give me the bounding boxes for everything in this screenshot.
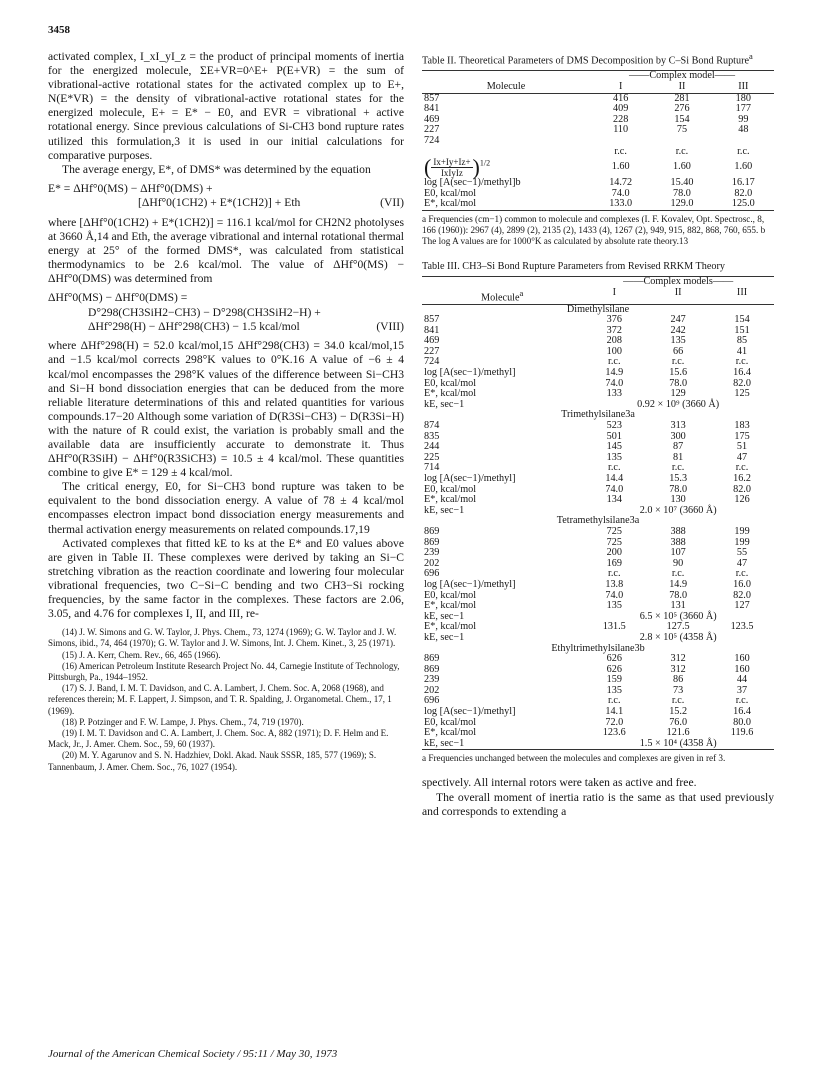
table-cell: 82.0 (733, 483, 751, 495)
table-header-row (422, 82, 774, 93)
table-row (422, 389, 774, 400)
table-caption-text: Table II. Theoretical Parameters of DMS Decomposition by C–Si Bond Rupture (422, 55, 750, 67)
table-cell: 300 (670, 430, 686, 442)
table-row (422, 538, 774, 549)
footnote: (16) American Petroleum Institute Research Project No. 44, Carnegie Institute of Technology, Pittsburgh, Pa., 1944–1952. (48, 660, 400, 683)
equation-viii (48, 291, 404, 334)
table-cell: 121.6 (666, 727, 690, 739)
table-cell: 180 (735, 92, 751, 104)
inertia-fraction (431, 157, 472, 178)
table-cell: 135 (606, 451, 622, 463)
table-cell: r.c. (608, 695, 621, 707)
table-iii (422, 276, 774, 751)
section-title: Dimethylsilane (566, 303, 630, 315)
equation-number: (VII) (380, 196, 404, 210)
col-header: II (678, 80, 686, 92)
table-cell: 47 (736, 557, 748, 569)
row-label: E*, kcal/mol (424, 600, 477, 612)
table-cell: 416 (613, 92, 629, 104)
row-label: 225 (424, 451, 440, 463)
table-cell: 126 (734, 494, 750, 506)
table-cell: 175 (734, 430, 750, 442)
table-row (422, 580, 774, 591)
table-cell: 44 (736, 674, 748, 686)
footnotes (48, 627, 404, 773)
table-cell: 200 (606, 547, 622, 559)
table-cell: 74.0 (605, 483, 624, 495)
table-cell: 409 (613, 103, 629, 115)
table-cell: 208 (606, 335, 622, 347)
row-label: E*, kcal/mol (424, 494, 477, 506)
row-label: 857 (424, 314, 440, 326)
table-cell: 131 (670, 600, 686, 612)
table-cell: 130 (670, 494, 686, 506)
table-cell: 281 (674, 92, 690, 104)
table-cell: 725 (606, 536, 622, 548)
footnote: (18) P. Potzinger and F. W. Lampe, J. Phys. Chem., 74, 719 (1970). (62, 716, 304, 727)
fraction-numerator: Ix+Iy+Iz+ (433, 157, 471, 168)
table-body (422, 93, 774, 157)
table-cell: 169 (606, 557, 622, 569)
table-row (422, 115, 774, 126)
molecule-header: Molecule (486, 80, 526, 92)
paragraph: The average energy, E*, of DMS* was determined by the equation (62, 162, 371, 176)
row-label: kE, sec−1 (424, 398, 465, 410)
table-body (422, 178, 774, 210)
table-cell: 73 (673, 684, 684, 696)
row-label: E0, kcal/mol (424, 589, 477, 601)
table-cell: 501 (606, 430, 622, 442)
paren-close: ) (472, 154, 480, 180)
table-cell: r.c. (737, 145, 750, 157)
journal-footer: Journal of the American Chemical Society / 95:11 / May 30, 1973 (48, 1048, 338, 1060)
group-header: ——Complex model—— (628, 70, 736, 82)
table-cell: 78.0 (673, 187, 691, 199)
equation-line (48, 320, 404, 334)
table-cell: 78.0 (669, 483, 688, 495)
table-row (422, 527, 774, 538)
table-cell: 127 (734, 600, 750, 612)
table-cell (713, 136, 774, 147)
table-cell: 725 (606, 525, 622, 537)
col-header: III (736, 286, 748, 298)
table-cell: 14.9 (605, 367, 624, 379)
row-label: 469 (424, 113, 440, 125)
table-row (422, 421, 774, 432)
table-cell: 16.2 (733, 473, 751, 484)
table-cell: 78.0 (669, 377, 688, 389)
table-cell: 13.8 (605, 578, 624, 590)
row-label: 869 (424, 653, 440, 665)
table-cell: 135 (670, 335, 686, 347)
equation-line (48, 196, 404, 210)
table-cell: 125 (734, 388, 750, 400)
table-cell: r.c. (614, 145, 627, 157)
table-cell: 388 (670, 525, 686, 537)
row-label: log [A(sec−1)/methyl]b (424, 177, 521, 189)
table-cell: 372 (606, 324, 622, 336)
row-label: kE, sec−1 (424, 610, 465, 622)
header-footnote-mark: a (519, 287, 524, 298)
row-label: E*, kcal/mol (424, 727, 477, 739)
table-cell: r.c. (671, 568, 685, 580)
paren-open: ( (424, 154, 432, 180)
row-label: 841 (424, 324, 440, 336)
table-cell: 48 (738, 124, 749, 136)
table-cell: 312 (670, 653, 686, 665)
row-label: log [A(sec−1)/methyl] (424, 706, 516, 718)
row-label: kE, sec−1 (424, 504, 465, 516)
molecule-header (422, 288, 582, 304)
table-cell: 74.0 (611, 187, 630, 199)
row-label: 202 (424, 557, 440, 569)
table-cell: 16.4 (733, 706, 751, 718)
page-number: 3458 (48, 24, 70, 36)
section-title: Trimethylsilane3a (561, 409, 635, 421)
table-cell: 523 (606, 420, 622, 432)
row-label: 244 (424, 441, 440, 453)
table-cell: 242 (670, 324, 686, 336)
paragraph: spectively. All internal rotors were taken as active and free. (422, 776, 697, 790)
table-cell: 2.0 × 10⁷ (3660 Å) (639, 504, 717, 516)
table-cell: 0.92 × 10⁹ (3660 Å) (637, 398, 720, 410)
equation-vii (48, 182, 404, 211)
table-row (422, 474, 774, 485)
table-row (422, 432, 774, 443)
table-cell: 74.0 (605, 589, 624, 601)
row-label: 696 (424, 568, 440, 580)
table-ii-caption (422, 50, 774, 67)
row-label: 841 (424, 103, 440, 115)
table-cell: 160 (734, 653, 750, 665)
section-title: Tetramethylsilane3a (556, 515, 640, 527)
table-row (422, 199, 774, 210)
table-cell: 16.0 (733, 578, 751, 590)
row-label (422, 147, 590, 158)
table-cell: 151 (734, 324, 750, 336)
table-cell: 86 (673, 674, 684, 686)
table-iii-caption: Table III. CH3–Si Bond Rupture Parameters from Revised RRKM Theory (422, 260, 725, 272)
paragraph: The critical energy, E0, for Si−CH3 bond rupture was taken to be equivalent to the bond dissociation energy. A value of 78 ± 4 kcal/mol encompasses electron impact bond dissociation energy measurements and thermal activation energy measurements on related compounds.17,19 (48, 480, 404, 536)
table-row (422, 453, 774, 464)
equation-text: ΔHf°298(H) − ΔHf°298(CH3) − 1.5 kcal/mol (88, 319, 300, 333)
table-row (422, 315, 774, 326)
caption-footnote-mark: a (749, 51, 753, 61)
table-cell: 2.8 × 10⁵ (4358 Å) (639, 631, 717, 643)
row-label: 857 (424, 92, 440, 104)
table-cell: 47 (736, 451, 748, 463)
table-cell: 135 (606, 684, 622, 696)
table-cell: 160 (734, 663, 750, 675)
inertia-ratio-label (422, 154, 590, 180)
table-cell: r.c. (735, 695, 749, 707)
table-cell: 313 (670, 420, 686, 432)
row-label: 239 (424, 674, 440, 686)
table-cell: 228 (613, 113, 629, 125)
table-cell: 129 (670, 388, 686, 400)
table-body (422, 304, 774, 750)
table-cell: 154 (674, 113, 690, 125)
table-cell: 134 (606, 494, 622, 506)
table-cell: r.c. (671, 695, 685, 707)
table-cell: 15.40 (670, 177, 694, 189)
row-label: kE, sec−1 (424, 737, 465, 749)
equation-line: ΔHf°0(MS) − ΔHf°0(DMS) = (48, 291, 188, 305)
section-title-row (422, 516, 774, 527)
row-label: 724 (424, 356, 440, 368)
table-cell: 82.0 (733, 589, 751, 601)
row-label: E0, kcal/mol (424, 716, 477, 728)
table-row (422, 347, 774, 358)
row-label: 869 (424, 663, 440, 675)
table-row (422, 104, 774, 115)
row-label: 239 (424, 547, 440, 559)
row-label: 202 (424, 684, 440, 696)
table-cell: 1.60 (734, 161, 753, 173)
row-label: log [A(sec−1)/methyl] (424, 578, 516, 590)
table-cell: 133.0 (609, 198, 633, 210)
table-cell: 276 (674, 103, 690, 115)
row-label: log [A(sec−1)/methyl] (424, 367, 516, 379)
table-row (422, 739, 774, 750)
footnote: (14) J. W. Simons and G. W. Taylor, J. Phys. Chem., 73, 1274 (1969); G. W. Taylor and J. W. Simons, ibid., 74, 464 (1970); G. W. Taylor and J. W. Simons, Int. J. Chem. Kinet., 3, 25 (1971). (48, 627, 397, 649)
table-cell: r.c. (608, 462, 621, 474)
table-cell: 1.60 (611, 161, 630, 173)
exponent: 1/2 (479, 158, 491, 168)
table-cell: 51 (736, 441, 748, 453)
table-cell: 125.0 (731, 198, 755, 210)
equation-line: D°298(CH3SiH2−CH3) − D°298(CH3SiH2−H) + (88, 305, 321, 319)
footnote: (20) M. Y. Agarunov and S. N. Hadzhiev, Dokl. Akad. Nauk SSSR, 185, 577 (1969); S. Tannenbaum, J. Amer. Chem. Soc., 76, 1027 (1954). (48, 750, 377, 772)
equation-text: [ΔHf°0(1CH2) + E*(1CH2)] + Eth (138, 196, 301, 210)
table-row (422, 336, 774, 347)
paragraph: where ΔHf°298(H) = 52.0 kcal/mol,15 ΔHf°298(CH3) = 34.0 kcal/mol,15 and −1.5 kcal/mol corrects 298°K values to 0°K.16 A value of −6 ± 4 kcal/mol encompasses the 298°K values of the difference between Si−CH3 and Si−H bond dissociation energies that can be deduced from the more reliable literature determinations of this and related quantities for various compounds.17−20 Although some variation of D(R3Si−CH3) − D(R3Si−H) with the nature of R could exist, the variation is probably small and the available data are insufficiently accurate to demonstrate it. Thus ΔHf°0(R3SiH) − ΔHf°0(R3SiCH3) = 10.5 ± 4 kcal/mol. These quantities combine to give E* = 129 ± 4 kcal/mol. (48, 339, 404, 480)
right-column (422, 50, 774, 819)
row-label: E0, kcal/mol (424, 483, 477, 495)
section-title-row (422, 644, 774, 655)
row-label: E*, kcal/mol (424, 621, 477, 633)
table-cell: 15.2 (669, 706, 688, 718)
table-row (422, 622, 774, 633)
table-cell: 145 (606, 441, 622, 453)
table-cell: 159 (606, 674, 622, 686)
table-cell: 37 (736, 684, 748, 696)
table-row (422, 495, 774, 506)
table-cell: r.c. (608, 568, 621, 580)
table-cell: 131.5 (602, 621, 626, 633)
table-cell: 14.72 (609, 177, 633, 189)
col-header: III (738, 80, 749, 92)
table-cell: 1.5 × 10⁴ (4358 Å) (639, 737, 717, 749)
table-row (422, 633, 774, 644)
table-cell: 16.17 (731, 177, 755, 189)
table-cell: r.c. (671, 356, 685, 368)
table-cell: 199 (734, 536, 750, 548)
row-label: 696 (424, 695, 440, 707)
table-row (422, 157, 774, 178)
group-header-text: Complex model (649, 70, 715, 82)
row-label: 227 (424, 124, 440, 136)
table-cell: 6.5 × 10⁵ (3660 Å) (639, 610, 717, 622)
table-ii (422, 70, 774, 211)
table-cell: r.c. (735, 356, 749, 368)
table-cell: 75 (676, 124, 688, 136)
table-cell: r.c. (735, 462, 749, 474)
table-cell (651, 136, 712, 147)
table-cell: 127.5 (666, 621, 690, 633)
table-cell: 626 (606, 653, 622, 665)
row-label: E0, kcal/mol (424, 377, 477, 389)
table-row (422, 686, 774, 697)
table-cell: 177 (735, 103, 751, 115)
table-cell: r.c. (608, 356, 621, 368)
row-label: E0, kcal/mol (424, 187, 477, 199)
row-label: 724 (424, 134, 440, 146)
equation-number: (VIII) (376, 319, 404, 333)
table-cell: 14.9 (669, 578, 688, 590)
table-cell: 110 (613, 124, 629, 136)
row-label: 714 (424, 462, 440, 474)
table-row (422, 93, 774, 104)
table-cell: 626 (606, 663, 622, 675)
table-cell: 376 (606, 314, 622, 326)
table-cell: 123.5 (730, 621, 754, 633)
footnote: (17) S. J. Band, I. M. T. Davidson, and C. A. Lambert, J. Chem. Soc. A, 2068 (1968), and references therein; M. F. Lappert, J. Simpson, and T. R. Spalding, J. Organometal. Chem., 17, 1 (1969). (48, 683, 392, 716)
table-cell: 81 (673, 451, 684, 463)
table-cell: 312 (670, 663, 686, 675)
table-iii-note: a Frequencies unchanged between the molecules and complexes are given in ref 3. (422, 753, 726, 764)
table-cell: 133 (606, 388, 622, 400)
table-cell: 41 (736, 345, 748, 357)
table-cell: 14.4 (605, 473, 624, 484)
row-label: log [A(sec−1)/methyl] (424, 473, 516, 484)
table-cell: 16.4 (733, 367, 751, 379)
col-header: II (674, 286, 682, 298)
table-cell: 100 (606, 345, 622, 357)
group-header: ——Complex models—— (623, 275, 734, 287)
table-cell: 55 (736, 547, 748, 559)
table-cell: 99 (738, 113, 749, 125)
table-cell: 154 (734, 314, 750, 326)
table-cell: 388 (670, 536, 686, 548)
section-title-row (422, 410, 774, 421)
table-cell: 82.0 (734, 187, 753, 199)
molecule-header-text: Molecule (481, 291, 520, 303)
fraction-denominator: IxIyIz (440, 168, 463, 179)
table-row (422, 728, 774, 739)
table-cell: 247 (670, 314, 686, 326)
table-row (422, 548, 774, 559)
table-row (422, 665, 774, 676)
left-column (48, 50, 404, 773)
row-label: kE, sec−1 (424, 631, 465, 643)
row-label: E*, kcal/mol (424, 388, 477, 400)
table-row (422, 326, 774, 337)
row-label: 874 (424, 420, 440, 432)
table-cell: 87 (673, 441, 684, 453)
table-cell: 119.6 (730, 727, 754, 739)
paragraph: The overall moment of inertia ratio is the same as that used previously and corresponds to extending a (422, 790, 774, 818)
table-cell: 199 (734, 525, 750, 537)
table-cell: 15.6 (669, 367, 688, 379)
table-cell: 74.0 (605, 377, 624, 389)
table-row (422, 442, 774, 453)
table-cell: 66 (673, 345, 684, 357)
table-cell: 78.0 (669, 589, 688, 601)
col-header: I (612, 286, 616, 298)
table-cell: 15.3 (669, 473, 688, 484)
col-header: I (618, 80, 623, 92)
table-cell: 72.0 (605, 716, 624, 728)
table-cell: 90 (673, 557, 684, 569)
table-cell: 183 (734, 420, 750, 432)
row-label: 869 (424, 536, 440, 548)
table-ii-note: a Frequencies (cm−1) common to molecule and complexes (I. F. Kovalev, Opt. Spectrosc., 8, 166 (1960)): 2967 (4), 2899 (2), 2135 (2), 1433 (4), 1267 (2), 949, 915, 882, 868, 760, 655. b The log A values are for 1000°K as calculated by absolute rate theory.13 (422, 213, 766, 246)
table-cell: 76.0 (669, 716, 688, 728)
table-cell: 1.60 (673, 161, 691, 173)
table-cell (590, 136, 651, 147)
table-row (422, 654, 774, 665)
section-title: Ethyltrimethylsilane3b (551, 642, 645, 654)
row-label: 835 (424, 430, 440, 442)
row-label: E*, kcal/mol (424, 198, 477, 210)
table-cell: 80.0 (733, 716, 751, 728)
row-label: 869 (424, 525, 440, 537)
table-row (422, 125, 774, 136)
footnote: (19) I. M. T. Davidson and C. A. Lambert, J. Chem. Soc. A, 882 (1971); D. F. Helm and E. Mack, Jr., J. Amer. Chem. Soc., 59, 60 (1937). (48, 728, 389, 750)
table-cell: r.c. (675, 145, 689, 157)
paragraph: Activated complexes that fitted kE to ks at the E* and E0 values above are given in Table II. These complexes were derived by taking an Si−C stretching vibration as the reaction coordinate and lowering four molecular vibrational frequencies, two C−Si−C bending and two CH3−Si rocking frequencies, by the same factor in the complexes. These factors are 2.06, 3.05, and 4.76 for complexes I, II, and III, re- (48, 536, 404, 621)
paragraph: where [ΔHf°0(1CH2) + E*(1CH2)] = 116.1 kcal/mol for CH2N2 photolyses at 3660 Å,14 and Eth, the average vibrational and internal rotational thermal energy at 25° of the formed DMS*, was calculated from statistical thermodynamics to be 2.6 kcal/mol. The value of ΔHf°0(MS) − ΔHf°0(DMS) was determined from (48, 215, 404, 286)
table-cell: 123.6 (602, 727, 626, 739)
table-cell: 82.0 (733, 377, 751, 389)
row-label: 469 (424, 335, 440, 347)
table-cell: 85 (736, 335, 748, 347)
table-row (422, 601, 774, 612)
header-cell (422, 276, 582, 287)
table-row (422, 136, 774, 147)
table-cell: r.c. (671, 462, 685, 474)
section-title-row (422, 304, 774, 315)
paragraph: activated complex, I_xI_yI_z = the product of principal moments of inertia for the energized molecule, ΣE+VR=0^E+ P(E+VR) = the sum of vibrational-active rotational states for the activated complex up to E+, N(E*VR) = the density of vibrational-active rotational states for the energized molecule, E+ = E* − E0, and EVR = vibrational + active rotational energy. Since previous calculations of Si-CH3 bond rupture rates utilized this formulation,3 it is used in our initial calculations for comparative purposes. (48, 50, 404, 162)
group-header-text: Complex models (643, 275, 713, 287)
table-cell: 129.0 (670, 198, 694, 210)
table-header-row (422, 71, 774, 82)
table-cell: 14.1 (605, 706, 624, 718)
footnote: (15) J. A. Kerr, Chem. Rev., 66, 465 (1966). (62, 649, 221, 660)
table-header-row (422, 288, 774, 304)
table-row (422, 559, 774, 570)
row-label: 227 (424, 345, 440, 357)
table-cell: r.c. (735, 568, 749, 580)
table-cell: 107 (670, 547, 686, 559)
table-row (422, 675, 774, 686)
equation-line: E* = ΔHf°0(MS) − ΔHf°0(DMS) + (48, 181, 213, 195)
table-header-row (422, 276, 774, 287)
table-cell: 135 (606, 600, 622, 612)
